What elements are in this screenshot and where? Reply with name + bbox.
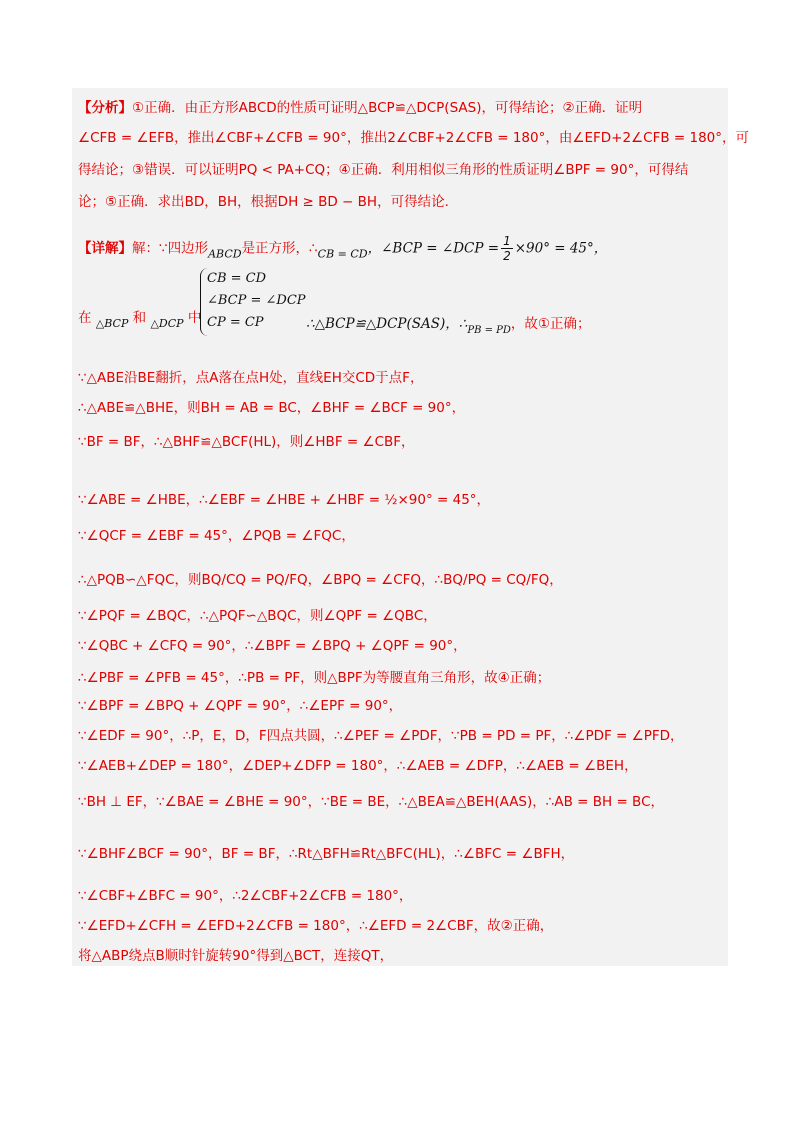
analysis-line-3 <box>78 160 728 180</box>
step-line: 将△ABP绕点B顺时针旋转90°得到△BCT，连接QT， <box>78 948 394 964</box>
step-line: ∴△ABE≌△BHE，则BH = AB = BC，∠BHF = ∠BCF = 90°， <box>78 400 466 416</box>
step-line: ∵∠EFD+∠CFH = ∠EFD+2∠CFB = 180°，∴∠EFD = 2∠CBF，故②正确， <box>78 918 554 934</box>
analysis-line-4 <box>78 192 728 212</box>
detail-math-2d: △DCP <box>150 317 184 330</box>
detail-line-1 <box>78 234 728 265</box>
detail-text-2a: 在 <box>78 310 92 326</box>
analysis-line-1 <box>78 98 728 118</box>
system-eq-1: CB = CD <box>207 271 267 286</box>
detail-math-2g: PB = PD <box>467 325 511 336</box>
detail-math-1b: ABCD <box>208 247 242 261</box>
analysis-text-3: 得结论；③错误．可以证明PQ < PA+CQ；④正确．利用相似三角形的性质证明∠BPF = 90°，可得结 <box>78 162 689 178</box>
step-line: ∵∠CBF+∠BFC = 90°，∴2∠CBF+2∠CFB = 180°， <box>78 888 413 904</box>
step-line: ∵△ABE沿BE翻折，点A落在点H处，直线EH交CD于点F， <box>78 370 424 386</box>
analysis-text-2: ∠CFB = ∠EFB，推出∠CBF+∠CFB = 90°，推出2∠CBF+2∠CFB = 180°，由∠EFD+2∠CFB = 180°，可 <box>78 130 750 146</box>
step-line: ∵BF = BF，∴△BHF≌△BCF(HL)，则∠HBF = ∠CBF， <box>78 434 415 450</box>
detail-math-1d: CB = CD <box>317 247 368 261</box>
step-line: ∵∠QBC + ∠CFQ = 90°，∴∠BPF = ∠BPQ + ∠QPF = 90°， <box>78 638 467 654</box>
equation-system <box>200 268 317 336</box>
fraction-half <box>501 234 513 263</box>
step-line: ∵BH ⊥ EF，∵∠BAE = ∠BHE = 90°，∵BE = BE，∴△BEA≌△BEH(AAS)，∴AB = BH = BC， <box>78 794 665 810</box>
step-line: ∵∠PQF = ∠BQC，∴△PQF∽△BQC，则∠QPF = ∠QBC， <box>78 608 437 624</box>
system-eq-3: CP = CP <box>207 315 264 330</box>
step-line: ∵∠QCF = ∠EBF = 45°，∠PQB = ∠FQC， <box>78 528 355 544</box>
detail-tag: 【详解】 <box>78 240 132 257</box>
analysis-line-2 <box>78 128 750 148</box>
detail-math-1f: ×90° = 45°， <box>514 240 608 257</box>
step-line: ∵∠ABE = ∠HBE，∴∠EBF = ∠HBE + ∠HBF = ½×90° = 45°， <box>78 492 491 508</box>
detail-line-2b <box>306 314 726 341</box>
step-line: ∵∠EDF = 90°，∴P，E，D，F四点共圆，∴∠PEF = ∠PDF，∵PB = PD = PF，∴∠PDF = ∠PFD， <box>78 728 684 744</box>
fraction-denominator: 2 <box>503 249 511 263</box>
analysis-text-1: ①正确．由正方形ABCD的性质可证明△BCP≌△DCP(SAS)，可得结论；②正确．证明 <box>132 100 643 116</box>
detail-text-2e: 中 <box>187 310 202 326</box>
step-line: ∴△PQB∽△FQC，则BQ/CQ = PQ/FQ，∠BPQ = ∠CFQ，∴BQ/PQ = CQ/FQ， <box>78 572 563 588</box>
detail-math-2f: ∴△BCP≌△DCP(SAS)，∴ <box>306 316 468 332</box>
step-line: ∴∠PBF = ∠PFB = 45°，∴PB = PF，则△BPF为等腰直角三角形，故④正确； <box>78 670 551 686</box>
detail-text-2c: 和 <box>132 310 147 326</box>
analysis-tag: 【分析】 <box>78 100 132 116</box>
fraction-numerator: 1 <box>503 234 511 248</box>
system-eq-2: ∠BCP = ∠DCP <box>207 293 306 308</box>
detail-text-2h: ，故①正确； <box>510 316 591 332</box>
step-line: ∵∠BHF∠BCF = 90°，BF = BF，∴Rt△BFH≌Rt△BFC(HL)，∴∠BFC = ∠BFH， <box>78 846 575 862</box>
detail-text-1c: 是正方形，∴ <box>241 240 318 257</box>
analysis-text-4: 论；⑤正确．求出BD，BH，根据DH ≥ BD − BH，可得结论． <box>78 194 459 210</box>
detail-math-2b: △BCP <box>95 317 129 330</box>
step-line: ∵∠AEB+∠DEP = 180°，∠DEP+∠DFP = 180°，∴∠AEB = ∠DFP，∴∠AEB = ∠BEH， <box>78 758 638 774</box>
detail-math-1e: ，∠BCP = ∠DCP = <box>367 240 500 257</box>
detail-text-1a: 解：∵四边形 <box>132 240 209 257</box>
step-line: ∵∠BPF = ∠BPQ + ∠QPF = 90°，∴∠EPF = 90°， <box>78 698 403 714</box>
